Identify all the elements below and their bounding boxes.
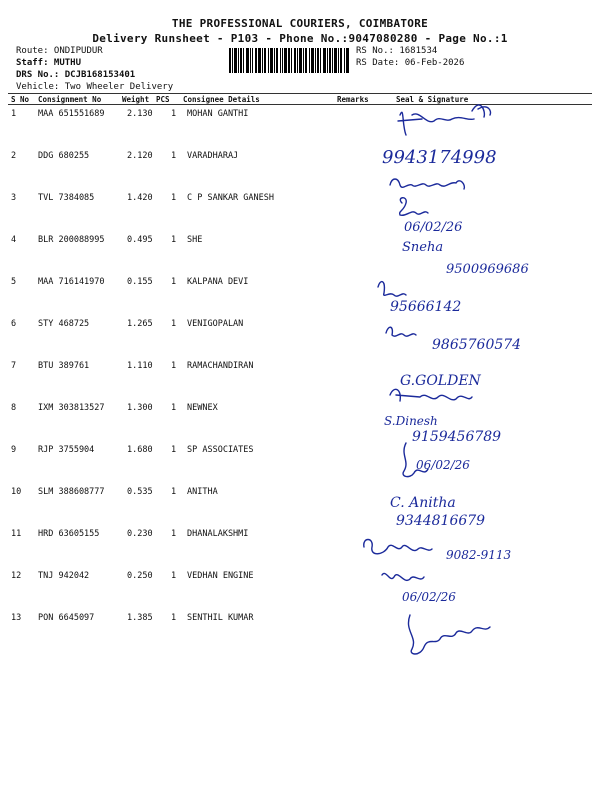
row-sno: 11: [11, 529, 22, 539]
row-pcs: 1: [171, 193, 177, 203]
row-consignee: VARADHARAJ: [187, 151, 239, 161]
row-pcs: 1: [171, 445, 177, 455]
signature-row4-number: 9500969686: [446, 262, 529, 277]
col-header-sno: S No: [11, 95, 30, 104]
row-consignee: ANITHA: [187, 487, 218, 497]
barcode: [229, 48, 349, 73]
row-consignment: TNJ 942042: [38, 571, 90, 581]
row-sno: 7: [11, 361, 17, 371]
row-pcs: 1: [171, 529, 177, 539]
row-pcs: 1: [171, 613, 177, 623]
signature-row8-name: S.Dinesh: [384, 414, 438, 428]
row-consignment: RJP 3755904: [38, 445, 95, 455]
row-weight: 2.120: [127, 151, 153, 161]
row-consignment: MAA 716141970: [38, 277, 105, 287]
row-consignee: C P SANKAR GANESH: [187, 193, 274, 203]
row-weight: 0.230: [127, 529, 153, 539]
row-consignee: VENIGOPALAN: [187, 319, 244, 329]
row-weight: 1.420: [127, 193, 153, 203]
signature-row3-date: 06/02/26: [404, 220, 463, 235]
row-consignment: TVL 7384085: [38, 193, 95, 203]
runsheet-title: THE PROFESSIONAL COURIERS, COIMBATORE: [171, 17, 429, 30]
row-sno: 2: [11, 151, 17, 161]
row-consignee: RAMACHANDIRAN: [187, 361, 254, 371]
signature-row11-scrawl: [364, 540, 432, 554]
row-consignee: SENTHIL KUMAR: [187, 613, 254, 623]
row-pcs: 1: [171, 151, 177, 161]
row-sno: 5: [11, 277, 17, 287]
row-sno: 10: [11, 487, 22, 497]
row-consignment: MAA 651551689: [38, 109, 105, 119]
row-sno: 13: [11, 613, 22, 623]
row-pcs: 1: [171, 361, 177, 371]
signature-row10-number: 9344816679: [396, 513, 486, 529]
row-weight: 1.680: [127, 445, 153, 455]
row-weight: 0.495: [127, 235, 153, 245]
signature-row7-text: G.GOLDEN: [400, 373, 481, 389]
signature-row3-scrawl: [400, 198, 428, 216]
row-consignee: DHANALAKSHMI: [187, 529, 249, 539]
row-sno: 6: [11, 319, 17, 329]
row-consignment: STY 468725: [38, 319, 90, 329]
row-consignee: SHE: [187, 235, 203, 245]
row-pcs: 1: [171, 319, 177, 329]
drs-label: DRS No.: DCJB168153401: [16, 70, 136, 80]
col-header-consignee: Consignee Details: [183, 95, 260, 104]
row-weight: 1.385: [127, 613, 153, 623]
row-sno: 8: [11, 403, 17, 413]
signature-row5-scrawl: [378, 282, 406, 297]
signature-row4-name: Sneha: [402, 240, 444, 255]
signature-row5-number: 95666142: [390, 299, 462, 315]
staff-label: Staff: MUTHU: [16, 58, 82, 68]
row-consignment: PON 6645097: [38, 613, 95, 623]
row-weight: 1.300: [127, 403, 153, 413]
signature-row1: [398, 105, 491, 135]
signature-row2-scrawl: [390, 179, 464, 189]
row-consignment: HRD 63605155: [38, 529, 100, 539]
handwritten-signatures: [360, 85, 600, 665]
col-header-remarks: Remarks: [337, 95, 369, 104]
signature-row10-name: C. Anitha: [390, 495, 456, 511]
row-pcs: 1: [171, 235, 177, 245]
row-sno: 4: [11, 235, 17, 245]
rs-date: RS Date: 06-Feb-2026: [356, 58, 465, 68]
signature-row13-scrawl: [408, 615, 490, 654]
row-weight: 1.110: [127, 361, 153, 371]
signature-row2-number: 9943174998: [382, 147, 497, 168]
row-sno: 12: [11, 571, 22, 581]
signature-row8-number: 9159456789: [412, 429, 502, 445]
row-sno: 1: [11, 109, 17, 119]
row-consignment: IXM 303813527: [38, 403, 105, 413]
row-consignee: NEWNEX: [187, 403, 218, 413]
row-weight: 0.250: [127, 571, 153, 581]
row-consignee: SP ASSOCIATES: [187, 445, 254, 455]
row-pcs: 1: [171, 109, 177, 119]
vehicle-label: Vehicle: Two Wheeler Delivery: [16, 82, 174, 92]
row-consignee: MOHAN GANTHI: [187, 109, 249, 119]
row-sno: 3: [11, 193, 17, 203]
route-label: Route: ONDIPUDUR: [16, 46, 103, 56]
row-consignment: BTU 389761: [38, 361, 90, 371]
signature-row9-date: 06/02/26: [416, 458, 470, 472]
row-weight: 0.535: [127, 487, 153, 497]
row-consignment: DDG 680255: [38, 151, 90, 161]
runsheet-subtitle: Delivery Runsheet - P103 - Phone No.:9047080280 - Page No.:1: [92, 32, 508, 45]
row-sno: 9: [11, 445, 17, 455]
row-pcs: 1: [171, 571, 177, 581]
signature-row8-scrawl: [390, 389, 472, 401]
row-consignment: SLM 388608777: [38, 487, 105, 497]
signature-row6-scrawl: [386, 327, 416, 336]
row-weight: 0.155: [127, 277, 153, 287]
row-pcs: 1: [171, 487, 177, 497]
row-weight: 1.265: [127, 319, 153, 329]
col-header-seal: Seal & Signature: [396, 95, 469, 104]
row-weight: 2.130: [127, 109, 153, 119]
col-header-pcs: PCS: [156, 95, 170, 104]
col-header-consignment: Consignment No: [38, 95, 102, 104]
row-consignee: KALPANA DEVI: [187, 277, 249, 287]
row-pcs: 1: [171, 403, 177, 413]
signature-row11-number: 9082-9113: [446, 548, 512, 562]
signature-row12-date: 06/02/26: [402, 590, 456, 604]
row-consignment: BLR 200088995: [38, 235, 105, 245]
col-header-weight: Weight: [122, 95, 150, 104]
signature-row12-scrawl: [382, 573, 424, 580]
rs-number: RS No.: 1681534: [356, 46, 438, 56]
row-pcs: 1: [171, 277, 177, 287]
signature-row6-number: 9865760574: [432, 337, 522, 353]
row-consignee: VEDHAN ENGINE: [187, 571, 254, 581]
